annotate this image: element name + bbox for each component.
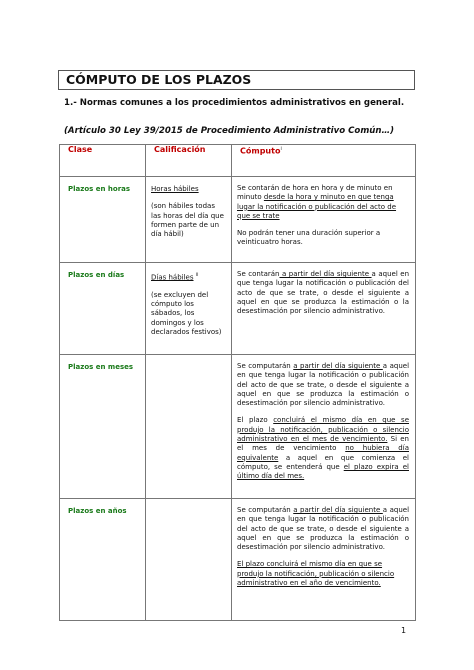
row-calificacion-empty [146, 499, 232, 621]
footnote-marker: II [195, 273, 199, 278]
computo-text: Se computarán [237, 506, 294, 514]
computo-paragraph [237, 184, 409, 221]
computo-underlined: a partir del día siguiente [293, 506, 383, 514]
header-clase: Clase [60, 145, 146, 177]
row-computo [232, 499, 416, 621]
computo-text-rest: a aquel en que tenga lugar la notificación o publicación del acto de que se trate, o desde el siguiente a aquel en que se produzca la estimación o desestimación por silencio administrativo. [237, 362, 410, 408]
table-header-row [60, 145, 416, 177]
computo-paragraph [237, 270, 409, 316]
row-clase: Plazos en años [60, 499, 146, 621]
row-clase: Plazos en días [60, 263, 146, 355]
header-computo [232, 145, 416, 177]
table-row [60, 499, 416, 621]
footnote-marker: I [280, 147, 282, 152]
computo-paragraph-2 [237, 416, 409, 481]
computo-paragraph-2: No podrán tener una duración superior a veinticuatro horas. [237, 229, 381, 247]
computo-underlined: concluirá el mismo día en que se produjo la notificación, publicación o silencio administrativo en el mes de vencimiento. [237, 416, 410, 444]
computo-underlined: no hubiera día equivalente [237, 444, 409, 462]
row-computo [232, 177, 416, 263]
row-clase: Plazos en horas [60, 177, 146, 263]
row-calificacion-empty [146, 355, 232, 499]
calificacion-main: Días hábiles [151, 273, 194, 282]
row-computo [232, 263, 416, 355]
computo-underlined: el plazo expira el último día del mes. [237, 462, 409, 481]
table-row [60, 177, 416, 263]
computo-underlined: a partir del día siguiente [293, 362, 383, 370]
title-box [58, 70, 415, 90]
calificacion-main-wrap [151, 271, 225, 283]
computo-text: Se contarán [237, 270, 280, 278]
computo-paragraph [237, 506, 409, 552]
computo-paragraph [237, 362, 409, 408]
calificacion-main: Horas hábiles [151, 185, 199, 193]
document-title: CÓMPUTO DE LOS PLAZOS [66, 72, 252, 87]
computo-text: Se contarán de hora en hora y de minuto en minuto [237, 184, 393, 202]
header-calificacion: Calificación [146, 145, 232, 177]
row-calificacion [146, 177, 232, 263]
computo-underlined: a partir del día siguiente [279, 270, 372, 278]
computo-text: El plazo [237, 416, 274, 425]
computo-text-rest: a aquel en que tenga lugar la notificación o publicación del acto de que se trate, o desde el siguiente a aquel en que se produzca la estimación o desestimación por silencio administrativo. [237, 506, 410, 552]
calificacion-note: (son hábiles todas las horas del día que formen parte de un día hábil) [151, 202, 224, 239]
plazos-table [59, 144, 416, 621]
computo-text: Se computarán [237, 362, 294, 370]
computo-text: Si en el mes de vencimiento [237, 435, 409, 453]
row-computo [232, 355, 416, 499]
law-reference: (Artículo 30 Ley 39/2015 de Procedimiento Administrativo Común…) [64, 126, 395, 136]
computo-text-rest: a aquel en que tenga lugar la notificación o publicación del acto de que se trate, o desde el siguiente a aquel en que se produzca la estimación o la desestimación por silencio administrativo. [237, 270, 410, 316]
table-row [60, 355, 416, 499]
header-computo-label: Cómputo [240, 146, 281, 156]
computo-paragraph-2: El plazo concluirá el mismo día en que se produjo la notificación, publicación o silencio administrativo en el año de vencimiento. [237, 560, 395, 588]
row-clase: Plazos en meses [60, 355, 146, 499]
calificacion-note: (se excluyen del cómputo los sábados, los domingos y los declarados festivos) [151, 290, 222, 336]
row-calificacion [146, 263, 232, 355]
page-number: 1 [401, 626, 407, 635]
computo-text: a aquel en que comienza el cómputo, se entenderá que [237, 453, 409, 471]
table-row [60, 263, 416, 355]
computo-underlined: desde la hora y minuto en que tenga lugar la notificación o publicación del acto de que se trate [237, 193, 397, 220]
section-heading: 1.- Normas comunes a los procedimientos administrativos en general. [64, 98, 405, 108]
